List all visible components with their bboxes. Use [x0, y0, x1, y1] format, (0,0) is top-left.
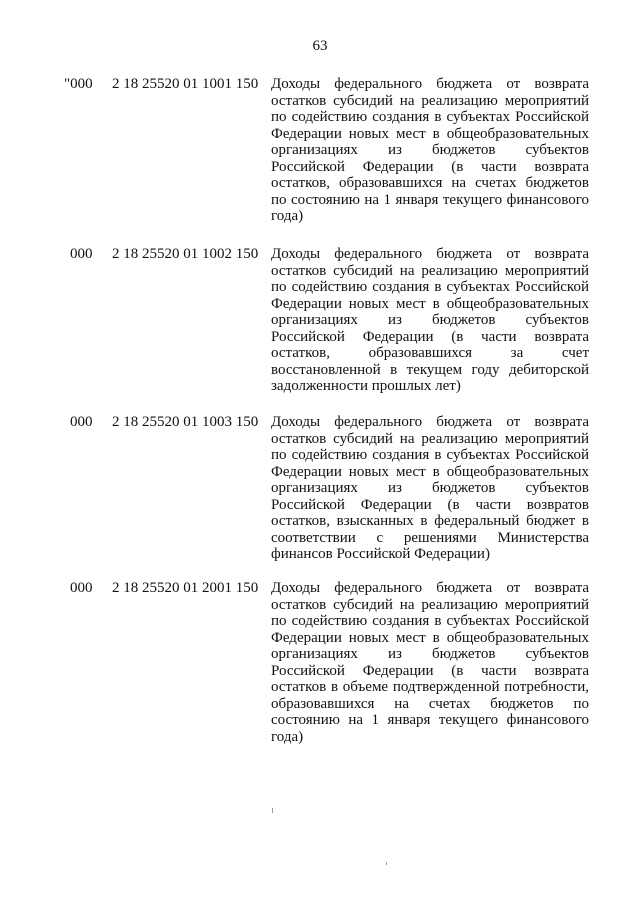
page-number: 63 [312, 38, 328, 54]
scan-speck [386, 862, 387, 865]
description-line: задолженности прошлых лет) [271, 378, 461, 394]
admin-code: 000 [70, 414, 93, 430]
description-line: восстановленной в текущем году дебиторской [271, 361, 589, 378]
description-line: Российской Федерации (в части возвратов [271, 496, 589, 513]
description-line: Российской Федерации (в части возврата [271, 158, 589, 175]
description-line: Федерации новых мест в общеобразовательных [271, 629, 589, 646]
description-line: по содействию создания в субъектах Российской [271, 109, 589, 125]
income-description [271, 76, 589, 225]
budget-classification-code: 2 18 25520 01 1001 150 [112, 76, 259, 92]
description-line: по содействию создания в субъектах Российской [271, 447, 589, 463]
description-line: по содействию создания в субъектах Российской [271, 613, 589, 629]
admin-code: 000 [70, 246, 93, 262]
description-line: финансов Российской Федерации) [271, 546, 490, 562]
description-line: по состоянию на 1 января текущего финансового [271, 191, 589, 208]
description-line: организациях из бюджетов субъектов [271, 646, 589, 662]
description-line: соответствии с решениями Министерства [271, 529, 589, 546]
income-description [271, 246, 589, 395]
description-line: по содействию создания в субъектах Российской [271, 279, 589, 295]
budget-classification-code: 2 18 25520 01 1002 150 [112, 246, 259, 262]
description-line: образовавшихся на счетах бюджетов по [271, 695, 589, 712]
description-line: Доходы федерального бюджета от возврата [271, 246, 589, 262]
income-description [271, 414, 589, 563]
description-line: Российской Федерации (в части возврата [271, 328, 589, 345]
description-line: остатков, образовавшихся за счет [271, 345, 589, 361]
description-line: остатков субсидий на реализацию мероприятий [271, 596, 589, 613]
description-line: Федерации новых мест в общеобразовательных [271, 463, 589, 480]
description-line: остатков в объеме подтвержденной потребности, [271, 679, 589, 695]
budget-classification-code: 2 18 25520 01 1003 150 [112, 414, 259, 430]
budget-classification-code: 2 18 25520 01 2001 150 [112, 580, 259, 596]
description-line: остатков, образовавшихся на счетах бюджетов [271, 175, 589, 191]
admin-code: 000 [70, 580, 93, 596]
scan-speck [272, 808, 273, 813]
description-line: остатков субсидий на реализацию мероприятий [271, 430, 589, 447]
admin-code: "000 [64, 76, 93, 92]
description-line: состоянию на 1 января текущего финансового [271, 712, 589, 728]
description-line: остатков субсидий на реализацию мероприятий [271, 262, 589, 279]
income-description [271, 580, 589, 745]
description-line: Федерации новых мест в общеобразовательных [271, 125, 589, 142]
description-line: организациях из бюджетов субъектов [271, 312, 589, 328]
description-line: организациях из бюджетов субъектов [271, 142, 589, 158]
description-line: Доходы федерального бюджета от возврата [271, 414, 589, 430]
description-line: года) [271, 208, 304, 224]
description-line: года) [271, 728, 304, 745]
description-line: Доходы федерального бюджета от возврата [271, 76, 589, 92]
description-line: остатков субсидий на реализацию мероприятий [271, 92, 589, 109]
description-line: остатков, взысканных в федеральный бюджет в [271, 513, 589, 529]
description-line: Российской Федерации (в части возврата [271, 662, 589, 679]
description-line: Доходы федерального бюджета от возврата [271, 580, 589, 596]
description-line: Федерации новых мест в общеобразовательных [271, 295, 589, 312]
description-line: организациях из бюджетов субъектов [271, 480, 589, 496]
